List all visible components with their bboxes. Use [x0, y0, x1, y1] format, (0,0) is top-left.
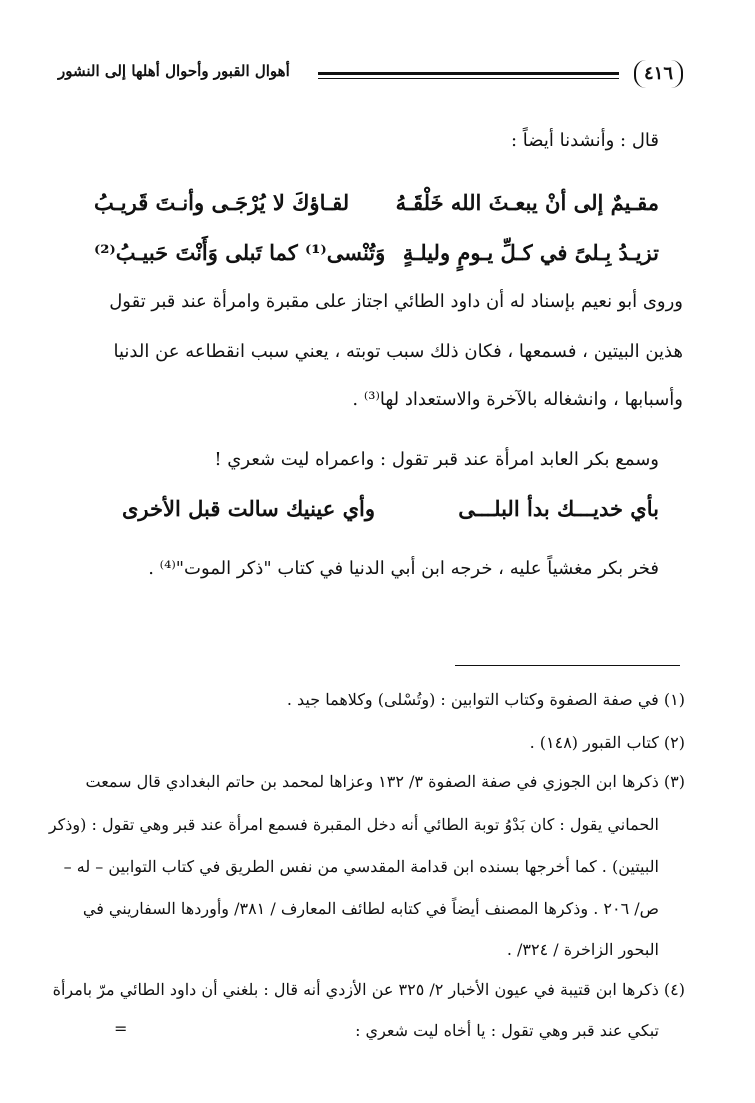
intro-line: قال : وأنشدنا أيضاً :: [511, 130, 659, 151]
verse-2-second-hemistich: وَتُنْسى⁽¹⁾ كما تَبلى وَأَنْتَ حَبيـبُ⁽²⁾: [94, 240, 386, 265]
verse-3-second-hemistich: وأي عينيك سالت قبل الأخرى: [122, 496, 376, 521]
verse-1-second-hemistich: لقـاؤكَ لا يُرْجَـى وأنـتَ قَريـبُ: [94, 190, 350, 215]
header-rule: [318, 72, 619, 75]
continuation-mark: =: [114, 1019, 128, 1038]
paragraph-line: وروى أبو نعيم بإسناد له أن داود الطائي اجتاز على مقبرة وامرأة عند قبر تقول: [109, 291, 683, 312]
running-title: أهوال القبور وأحوال أهلها إلى النشور: [58, 62, 290, 80]
paragraph-line: وسمع بكر العابد امرأة عند قبر تقول : واعمراه ليت شعري !: [214, 449, 659, 470]
verse-3-first-hemistich: بأي خديـــك بدأ البلـــى: [458, 496, 659, 521]
footnote-3-line: ص/ ٢٠٦ . وذكرها المصنف أيضاً في كتابه لطائف المعارف / ٣٨١/ وأوردها السفاريني في: [82, 899, 659, 918]
paragraph-line: وأسبابها ، وانشغاله بالآخرة والاستعداد لها⁽³⁾ .: [352, 389, 683, 410]
verse-1-first-hemistich: مقـيمٌ إلى أنْ يبعـثَ الله خَلْقَـهُ: [395, 190, 659, 215]
footnote-4-line: تبكي عند قبر وهي تقول : يا أخاه ليت شعري :: [355, 1021, 659, 1040]
footnote-3-line: (٣) ذكرها ابن الجوزي في صفة الصفوة ٣/ ١٣٢ وعزاها لمحمد بن حاتم البغدادي قال سمعت: [85, 772, 685, 791]
footnote-1: (١) في صفة الصفوة وكتاب التوابين : (وتُسْلى) وكلاهما جيد .: [286, 690, 685, 709]
header-rule-thin: [318, 78, 619, 79]
page-number: ٤١٦: [634, 60, 683, 88]
verse-2-first-hemistich: تزيـدُ بِـلىً في كـلِّ يـومٍ وليلـةٍ: [402, 240, 659, 265]
page-header: [58, 60, 683, 90]
footnote-separator: [455, 665, 680, 666]
footnote-2: (٢) كتاب القبور (١٤٨) .: [529, 733, 685, 752]
paragraph-line: هذين البيتين ، فسمعها ، فكان ذلك سبب توبته ، يعني سبب انقطاعه عن الدنيا: [113, 341, 683, 362]
footnote-3-line: الحماني يقول : كان بَدْوُ توبة الطائي أنه دخل المقبرة فسمع امرأة عند قبر وهي تقول : (وذكر: [48, 815, 659, 834]
footnote-3-line: البحور الزاخرة / ٣٢٤/ .: [506, 940, 659, 959]
footnote-4-line: (٤) ذكرها ابن قتيبة في عيون الأخبار ٢/ ٣٢٥ عن الأزدي أنه قال : بلغني أن داود الطائي مرّ بامرأة: [52, 980, 685, 999]
paragraph-line: فخر بكر مغشياً عليه ، خرجه ابن أبي الدنيا في كتاب "ذكر الموت"⁽⁴⁾ .: [148, 558, 659, 579]
footnote-3-line: البيتين) . كما أخرجها بسنده ابن قدامة المقدسي من نفس الطريق في كتاب التوابين – له –: [63, 857, 659, 876]
